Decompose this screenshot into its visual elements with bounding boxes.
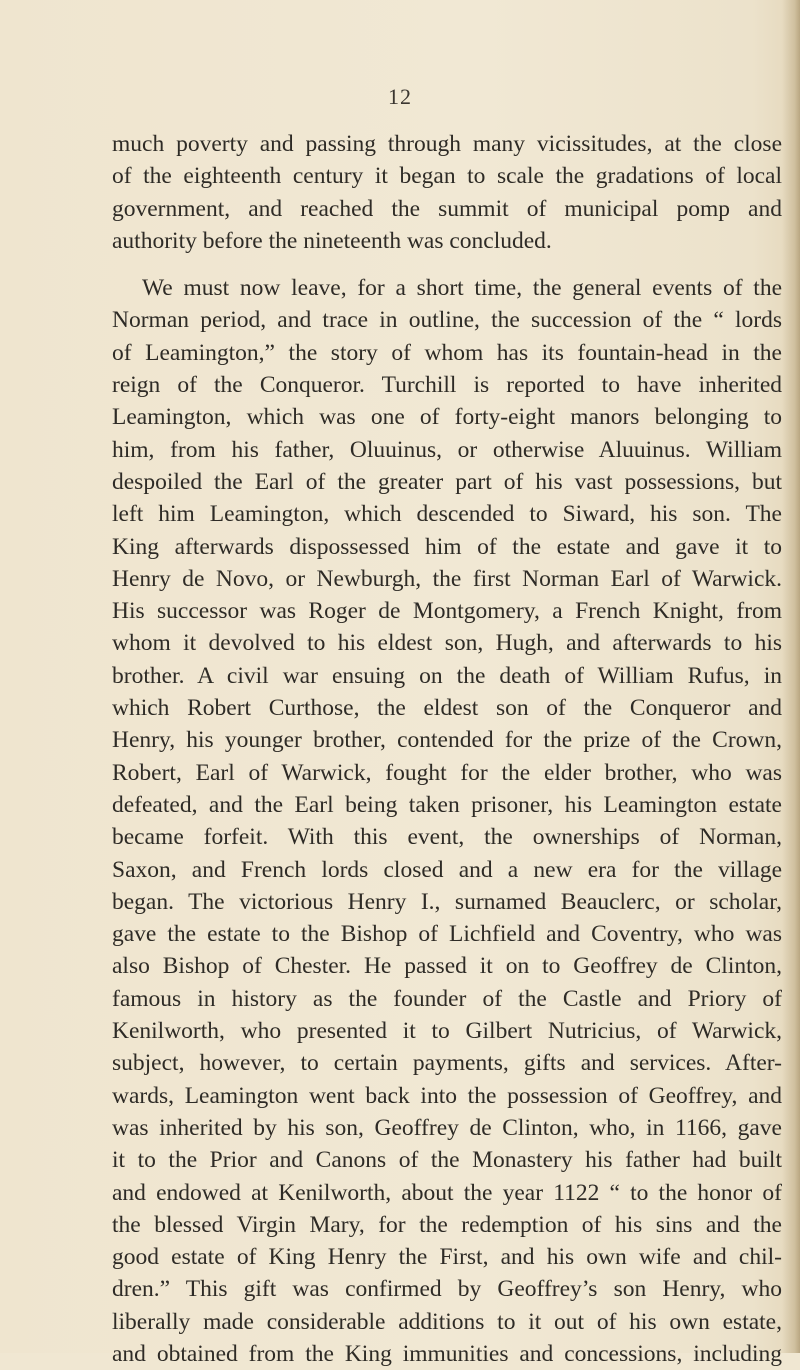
text-line: it to the Prior and Canons of the Monastery his father had built <box>112 1147 782 1174</box>
text-line: left him Leamington, which descended to Siward, his son. The <box>112 501 782 528</box>
text-line: and obtained from the King immunities and concessions, including <box>112 1340 782 1367</box>
text-line: much poverty and passing through many vicissitudes, at the close <box>112 131 782 157</box>
text-line: gave the estate to the Bishop of Lichfield and Coventry, who was <box>112 921 782 948</box>
text-line: dren.” This gift was confirmed by Geoffrey’s son Henry, who <box>112 1276 782 1303</box>
page-edge-shadow <box>782 0 800 1353</box>
paragraph-1 <box>112 128 782 257</box>
text-line: whom it devolved to his eldest son, Hugh, and afterwards to his <box>112 630 782 657</box>
text-line: was inherited by his son, Geoffrey de Clinton, who, in 1166, gave <box>112 1114 782 1141</box>
text-line: reign of the Conqueror. Turchill is reported to have inherited <box>112 372 782 399</box>
text-line: subject, however, to certain payments, gifts and services. After- <box>112 1050 782 1077</box>
text-line: We must now leave, for a short time, the general events of the <box>142 275 782 302</box>
text-line: him, from his father, Oluuinus, or otherwise Aluuinus. William <box>112 436 782 463</box>
text-line: King afterwards dispossessed him of the estate and gave it to <box>112 533 782 560</box>
text-line: authority before the nineteenth was concluded. <box>112 227 552 254</box>
text-line: Leamington, which was one of forty-eight manors belonging to <box>112 404 782 431</box>
text-line: famous in history as the founder of the Castle and Priory of <box>112 985 782 1012</box>
text-line: liberally made considerable additions to it out of his own estate, <box>112 1308 782 1335</box>
text-line: Saxon, and French lords closed and a new era for the village <box>112 856 782 883</box>
body-text <box>112 128 782 1370</box>
text-line: the blessed Virgin Mary, for the redemption of his sins and the <box>112 1211 782 1238</box>
text-line: government, and reached the summit of municipal pomp and <box>112 195 782 222</box>
page-number: 12 <box>388 84 412 109</box>
text-line: good estate of King Henry the First, and his own wife and chil- <box>112 1244 782 1271</box>
text-line: defeated, and the Earl being taken prisoner, his Leamington estate <box>112 791 782 818</box>
text-line: became forfeit. With this event, the ownerships of Norman, <box>112 824 782 851</box>
text-line: despoiled the Earl of the greater part of his vast possessions, but <box>112 468 782 495</box>
text-line: Robert, Earl of Warwick, fought for the elder brother, who was <box>112 759 782 786</box>
text-line: brother. A civil war ensuing on the death of William Rufus, in <box>112 662 782 689</box>
text-line: of the eighteenth century it began to scale the gradations of local <box>112 163 782 190</box>
text-line: Norman period, and trace in outline, the succession of the “ lords <box>112 307 782 334</box>
text-line: also Bishop of Chester. He passed it on to Geoffrey de Clinton, <box>112 953 782 980</box>
text-line: which Robert Curthose, the eldest son of the Conqueror and <box>112 695 782 722</box>
text-line: began. The victorious Henry I., surnamed Beauclerc, or scholar, <box>112 888 782 915</box>
text-line: Henry, his younger brother, contended for the prize of the Crown, <box>112 727 782 754</box>
text-line: and endowed at Kenilworth, about the year 1122 “ to the honor of <box>112 1179 782 1206</box>
text-line: His successor was Roger de Montgomery, a French Knight, from <box>112 598 782 625</box>
text-line: of Leamington,” the story of whom has its fountain-head in the <box>112 339 782 366</box>
text-line: Kenilworth, who presented it to Gilbert Nutricius, of Warwick, <box>112 1018 782 1045</box>
paragraph-2 <box>112 272 782 1370</box>
text-line: wards, Leamington went back into the possession of Geoffrey, and <box>112 1082 782 1109</box>
text-line: Henry de Novo, or Newburgh, the first Norman Earl of Warwick. <box>112 565 782 592</box>
